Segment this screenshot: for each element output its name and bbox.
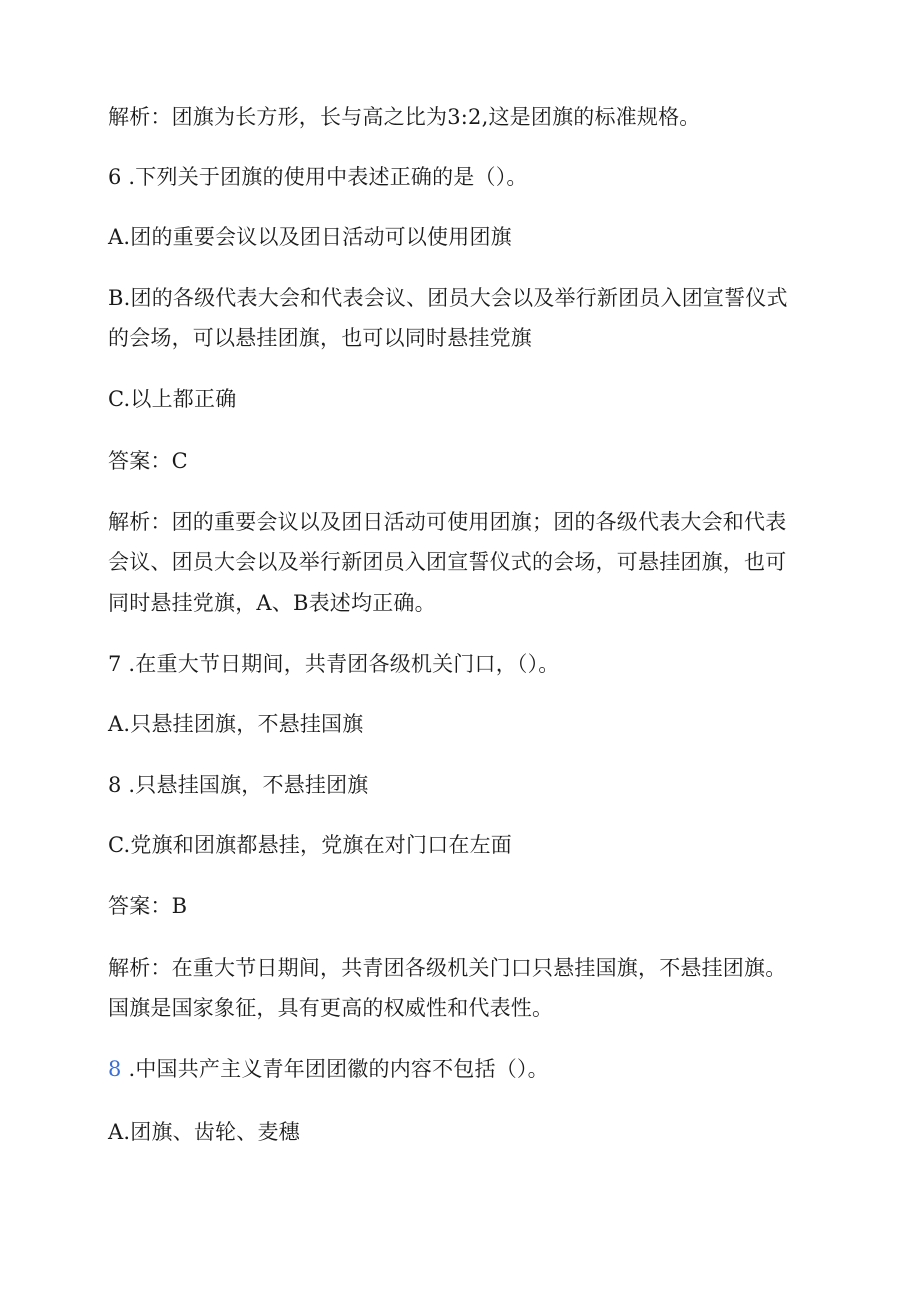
explanation-line-3: 同时悬挂党旗，A、B表述均正确。 — [108, 591, 436, 615]
explanation-line: 解析：团旗为长方形，长与高之比为3:2,这是团旗的标准规格。 — [108, 105, 701, 129]
explanation-line-1: 解析：团的重要会议以及团日活动可使用团旗；团的各级代表大会和代表 — [108, 510, 787, 534]
option-a: A.只悬挂团旗，不悬挂国旗 — [108, 712, 364, 736]
question-8 — [108, 1054, 549, 1084]
option-a: A.团的重要会议以及团日活动可以使用团旗 — [108, 225, 512, 249]
explanation-line-2: 国旗是国家象征，具有更高的权威性和代表性。 — [108, 996, 554, 1020]
question-6: 6 .下列关于团旗的使用中表述正确的是（）。 — [108, 165, 528, 189]
option-b-line-2: 的会场，可以悬挂团旗，也可以同时悬挂党旗 — [108, 326, 532, 350]
option-b-line-1: B.团的各级代表大会和代表会议、团员大会以及举行新团员入团宣誓仪式 — [108, 286, 788, 310]
option-a: A.团旗、齿轮、麦穗 — [108, 1120, 300, 1144]
question-7: 7 .在重大节日期间，共青团各级机关门口，（）。 — [108, 652, 560, 676]
explanation-line-1: 解析：在重大节日期间，共青团各级机关门口只悬挂国旗，不悬挂团旗。 — [108, 956, 787, 980]
option-b: 8 .只悬挂国旗，不悬挂团旗 — [108, 773, 369, 797]
answer-line: 答案：C — [108, 449, 188, 473]
answer-line: 答案：B — [108, 894, 188, 918]
question-number: 8 — [108, 1057, 122, 1081]
question-text: .中国共产主义青年团团徽的内容不包括（）。 — [121, 1057, 549, 1081]
explanation-line-2: 会议、团员大会以及举行新团员入团宣誓仪式的会场，可悬挂团旗，也可 — [108, 550, 787, 574]
option-c: C.以上都正确 — [108, 387, 237, 411]
option-c: C.党旗和团旗都悬挂，党旗在对门口在左面 — [108, 833, 512, 857]
